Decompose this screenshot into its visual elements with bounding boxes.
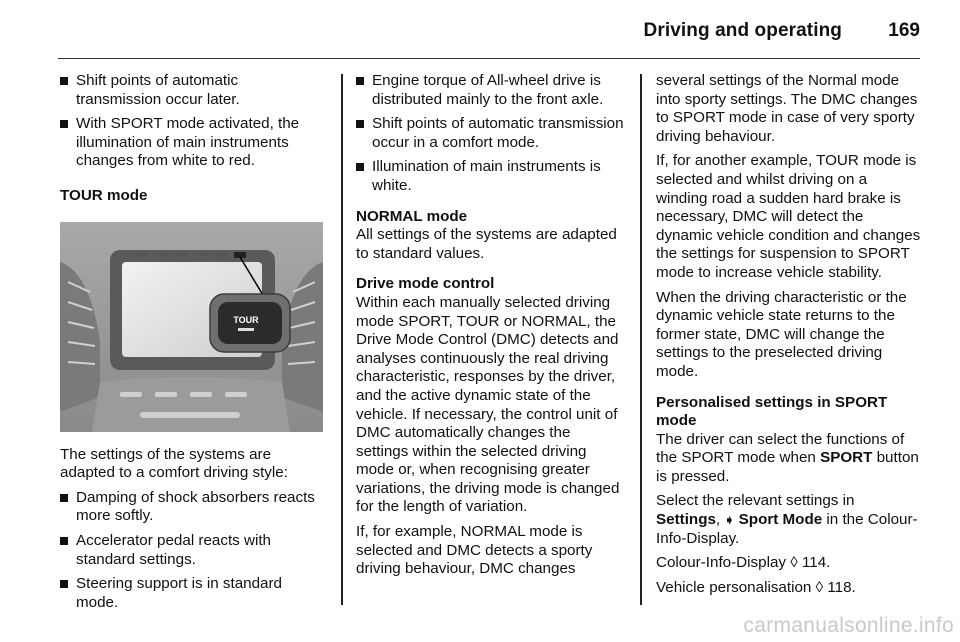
section-heading-normal: NORMAL mode xyxy=(356,207,468,225)
list-item: Accelerator pedal reacts with standard settings. xyxy=(60,532,326,569)
column-2 xyxy=(356,72,626,585)
page-number: 169 xyxy=(888,20,920,41)
column-3 xyxy=(656,72,922,603)
sport-button-ref: SPORT xyxy=(820,449,873,467)
bullet-icon xyxy=(356,120,364,128)
menu-arrow-icon: ➧ xyxy=(724,513,735,528)
paragraph: The settings of the systems are adapted to a comfort driving style: xyxy=(60,445,288,482)
list-item: Illumination of main instruments is white. xyxy=(356,158,626,195)
paragraph: If, for example, NORMAL mode is selected and DMC detects a sporty driving behaviour, DMC changes xyxy=(356,523,593,578)
tour-button-label: TOUR xyxy=(233,314,259,325)
page-reference[interactable]: Colour-Info-Display ◊ 114. xyxy=(656,554,831,572)
page-reference[interactable]: Vehicle personalisation ◊ 118. xyxy=(656,578,856,596)
list-item: With SPORT mode activated, the illumination of main instruments changes from white to red. xyxy=(60,115,326,171)
settings-menu-ref: Settings xyxy=(656,511,716,529)
page-ref-icon: ◊ xyxy=(815,578,824,596)
column-divider xyxy=(341,74,343,605)
column-divider xyxy=(640,74,642,605)
sport-mode-menu-ref: Sport Mode xyxy=(734,511,823,529)
watermark: carmanualsonline.info xyxy=(743,614,954,637)
paragraph: several settings of the Normal mode into sporty settings. The DMC changes to SPORT mode in case of very sporty driving behaviour. xyxy=(656,72,918,145)
bullet-icon xyxy=(60,580,68,588)
column-1 xyxy=(60,72,326,618)
bullet-icon xyxy=(60,77,68,85)
page-ref-icon: ◊ xyxy=(790,554,798,572)
tour-button-photo xyxy=(60,222,323,432)
paragraph: All settings of the systems are adapted to standard values. xyxy=(356,226,617,262)
paragraph: When the driving characteristic or the dynamic vehicle state returns to the former state, DMC will change the settings to the preselected driving mode. xyxy=(656,288,907,380)
section-heading-personalised: Personalised settings in SPORT mode xyxy=(656,393,888,430)
bullet-icon xyxy=(356,77,364,85)
section-heading-drive-mode-control: Drive mode control xyxy=(356,275,495,293)
list-item: Engine torque of All-wheel drive is distributed mainly to the front axle. xyxy=(356,72,626,109)
list-item: Damping of shock absorbers reacts more softly. xyxy=(60,489,326,526)
bullet-icon xyxy=(356,163,364,171)
paragraph: The driver can select the functions of the SPORT mode when SPORT button is pressed. xyxy=(656,430,919,485)
list-item: Steering support is in standard mode. xyxy=(60,575,326,612)
paragraph: Within each manually selected driving mode SPORT, TOUR or NORMAL, the Drive Mode Control (DMC) detects and analyses continuously the real driving characteristic, responses by the driver, and the active dynamic state of the vehicle. If necessary, the control unit of DMC automatically changes the settings within the selected driving mode or, when recognising greater variations, the driving mode is changed for the length of variation. xyxy=(356,293,620,516)
bullet-icon xyxy=(60,494,68,502)
paragraph: Select the relevant settings in Settings, ➧ Sport Mode in the Colour-Info-Display. xyxy=(656,492,918,547)
list-item: Shift points of automatic transmission occur in a comfort mode. xyxy=(356,115,626,152)
paragraph: If, for another example, TOUR mode is selected and whilst driving on a winding road a sudden hard brake is necessary, DMC will detect the dynamic vehicle condition and changes the settings for suspension to SPORT mode to increase vehicle stability. xyxy=(656,152,921,281)
page-title: Driving and operating xyxy=(643,20,842,41)
bullet-icon xyxy=(60,537,68,545)
bullet-icon xyxy=(60,120,68,128)
section-heading-tour: TOUR mode xyxy=(60,186,148,204)
page-header xyxy=(58,0,920,59)
list-item: Shift points of automatic transmission occur later. xyxy=(60,72,326,109)
